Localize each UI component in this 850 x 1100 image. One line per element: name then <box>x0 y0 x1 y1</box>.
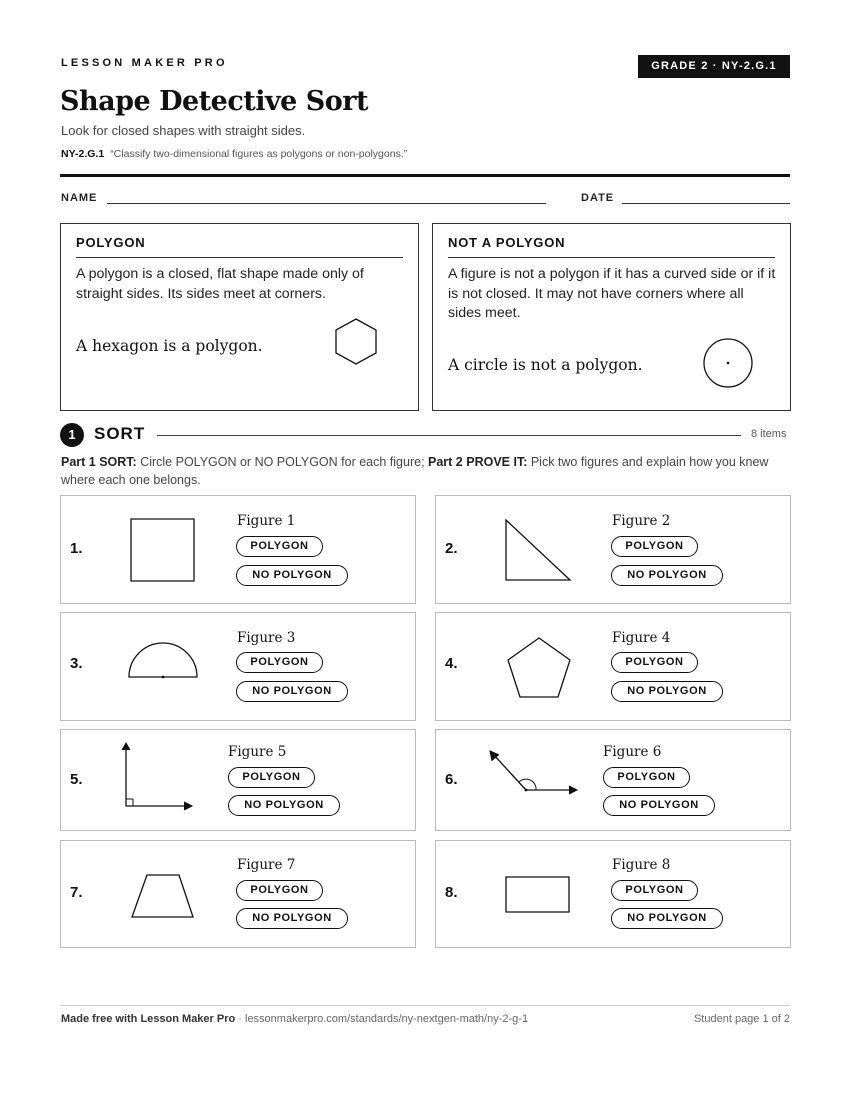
grade-standard-badge: GRADE 2 · NY-2.G.1 <box>638 55 790 78</box>
polygon-choice[interactable]: POLYGON <box>236 880 323 901</box>
item-card-1 <box>60 495 416 604</box>
section-divider <box>157 435 741 436</box>
right-triangle-icon <box>504 518 574 584</box>
polygon-choice[interactable]: POLYGON <box>236 652 323 673</box>
definition-title: NOT A POLYGON <box>448 235 566 250</box>
rectangle-icon <box>504 875 572 915</box>
figure-label: Figure 3 <box>237 630 296 646</box>
item-number: 2. <box>445 540 458 557</box>
no-polygon-choice[interactable]: NO POLYGON <box>236 908 348 929</box>
no-polygon-choice[interactable]: NO POLYGON <box>611 908 723 929</box>
figure-label: Figure 4 <box>612 630 671 646</box>
part2-text: Pick two figures and explain how you knew where each one belongs. <box>61 455 769 487</box>
pentagon-icon <box>504 635 574 701</box>
item-count: 8 items <box>751 428 787 440</box>
item-number: 7. <box>70 884 83 901</box>
polygon-choice[interactable]: POLYGON <box>611 536 698 557</box>
item-card-3 <box>60 612 416 721</box>
part2-label: Part 2 PROVE IT: <box>428 455 528 469</box>
square-icon <box>129 516 197 584</box>
figure-label: Figure 5 <box>228 744 287 760</box>
header-divider <box>60 174 790 177</box>
definition-text: A polygon is a closed, flat shape made only of straight sides. Its sides meet at corners. <box>76 266 364 302</box>
footer-url: · lessonmakerpro.com/standards/ny-nextgen-math/ny-2-g-1 <box>235 1013 529 1025</box>
trapezoid-icon <box>129 871 197 921</box>
figure-label: Figure 8 <box>612 857 671 873</box>
item-card-2 <box>435 495 791 604</box>
figure-label: Figure 7 <box>237 857 296 873</box>
page-indicator: Student page 1 of 2 <box>693 1013 790 1025</box>
standard-line <box>61 148 407 160</box>
item-card-4 <box>435 612 791 721</box>
definition-title: POLYGON <box>76 235 146 250</box>
hexagon-icon <box>331 316 381 368</box>
instructions <box>61 453 791 489</box>
footer-divider <box>60 1005 790 1006</box>
figure-label: Figure 6 <box>603 744 662 760</box>
item-number: 3. <box>70 655 83 672</box>
made-with-text: Made free with Lesson Maker Pro <box>61 1013 236 1025</box>
definition-text: A figure is not a polygon if it has a curved side or if it is not closed. It may not have corners where all sides meet. <box>448 266 776 321</box>
footer-credit <box>61 1013 528 1025</box>
circle-icon <box>701 336 755 390</box>
standard-code: NY-2.G.1 <box>61 148 105 160</box>
item-card-8 <box>435 840 791 948</box>
name-field[interactable] <box>107 203 546 204</box>
brand-name: LESSON MAKER PRO <box>61 57 228 69</box>
worksheet-title: Shape Detective Sort <box>60 86 368 117</box>
item-card-5 <box>60 729 416 831</box>
date-label: DATE <box>581 192 615 204</box>
item-number: 8. <box>445 884 458 901</box>
name-label: NAME <box>61 192 98 204</box>
section-number-badge: 1 <box>60 423 84 447</box>
no-polygon-choice[interactable]: NO POLYGON <box>603 795 715 816</box>
definition-example: A circle is not a polygon. <box>448 356 643 374</box>
figure-label: Figure 2 <box>612 513 671 529</box>
part1-label: Part 1 SORT: <box>61 455 137 469</box>
polygon-choice[interactable]: POLYGON <box>611 880 698 901</box>
polygon-definition-box <box>60 223 419 411</box>
right-angle-rays-icon <box>117 740 197 814</box>
item-card-7 <box>60 840 416 948</box>
part1-text: Circle POLYGON or NO POLYGON for each figure; <box>136 455 429 469</box>
polygon-choice[interactable]: POLYGON <box>228 767 315 788</box>
worksheet-subtitle: Look for closed shapes with straight sides. <box>61 123 306 138</box>
not-polygon-definition-box <box>432 223 791 411</box>
no-polygon-choice[interactable]: NO POLYGON <box>611 681 723 702</box>
item-card-6 <box>435 729 791 831</box>
figure-label: Figure 1 <box>237 513 296 529</box>
polygon-choice[interactable]: POLYGON <box>603 767 690 788</box>
no-polygon-choice[interactable]: NO POLYGON <box>611 565 723 586</box>
definition-example: A hexagon is a polygon. <box>76 337 263 355</box>
section-title: SORT <box>94 424 146 443</box>
no-polygon-choice[interactable]: NO POLYGON <box>236 565 348 586</box>
polygon-choice[interactable]: POLYGON <box>236 536 323 557</box>
item-number: 6. <box>445 771 458 788</box>
item-number: 1. <box>70 540 83 557</box>
item-number: 5. <box>70 771 83 788</box>
definition-divider <box>76 257 403 258</box>
standard-text: “Classify two-dimensional figures as polygons or non-polygons.” <box>110 148 408 160</box>
semicircle-icon <box>126 641 200 683</box>
angle-rays-icon <box>486 746 582 798</box>
no-polygon-choice[interactable]: NO POLYGON <box>228 795 340 816</box>
item-number: 4. <box>445 655 458 672</box>
no-polygon-choice[interactable]: NO POLYGON <box>236 681 348 702</box>
date-field[interactable] <box>622 203 790 204</box>
definition-divider <box>448 257 775 258</box>
polygon-choice[interactable]: POLYGON <box>611 652 698 673</box>
